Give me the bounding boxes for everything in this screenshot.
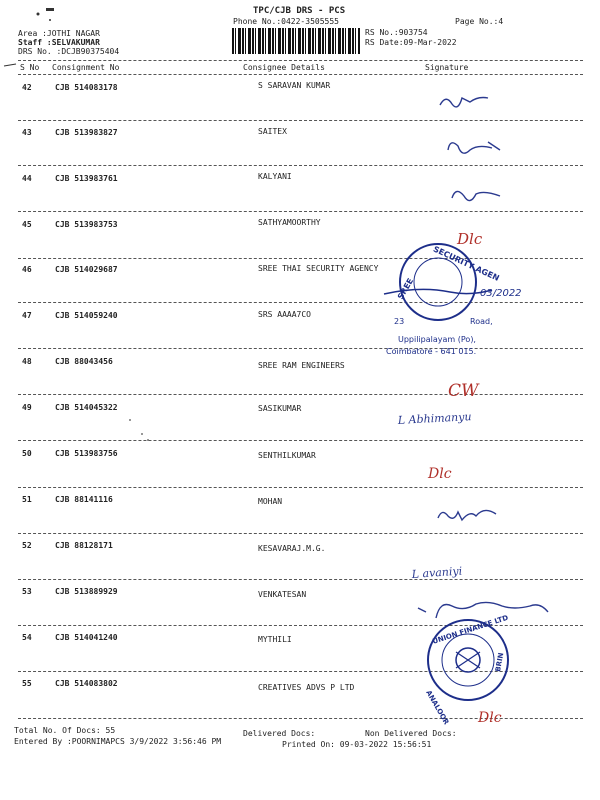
row-consignee: SASIKUMAR <box>258 404 302 413</box>
handwriting-lavanya: L avaniyi <box>411 564 463 581</box>
drs-number: DRS No. :DCJB90375404 <box>18 47 120 56</box>
row-consignment: CJB 513983753 <box>55 220 118 229</box>
row-consignment: CJB 514029687 <box>55 265 118 274</box>
page-number: Page No.:4 <box>455 17 504 26</box>
total-docs: Total No. Of Docs: 55 <box>14 726 116 735</box>
row-consignee: SATHYAMOORTHY <box>258 218 321 227</box>
row-consignment: CJB 514041240 <box>55 633 118 642</box>
stamp1-address-road: Road, <box>470 317 493 326</box>
scan-marks <box>4 8 54 66</box>
row-sno: 48 <box>22 357 32 366</box>
row-consignee: KESAVARAJ.M.G. <box>258 544 326 553</box>
row-consignment: CJB 513983756 <box>55 449 118 458</box>
stamp2-union-text: UNION FINANCE LTD <box>431 613 510 646</box>
signature-row-43 <box>448 142 500 153</box>
row-sno: 55 <box>22 679 32 688</box>
stamp1-address-po: Uppilipalayam (Po), <box>398 335 476 344</box>
row-consignment: CJB 88043456 <box>55 357 113 366</box>
row-consignee: VENKATESAN <box>258 590 307 599</box>
row-sno: 44 <box>22 174 32 183</box>
row-sno: 52 <box>22 541 32 550</box>
row-consignment: CJB 514083178 <box>55 83 118 92</box>
signature-row-53 <box>418 602 548 618</box>
rs-number: RS No.:903754 <box>365 28 428 37</box>
handwriting-abhimanyu: L Abhimanyu <box>397 410 472 427</box>
row-sno: 46 <box>22 265 32 274</box>
printed-on: Printed On: 09-03-2022 15:56:51 <box>282 740 432 749</box>
staff-label: Staff :SELVAKUMAR <box>18 38 100 47</box>
stray-marks <box>129 419 149 441</box>
stamp1-address-23: 23 <box>394 317 405 326</box>
delivered-docs: Delivered Docs: <box>243 729 316 738</box>
stamp1-sree-text: SREE <box>395 276 416 301</box>
column-header-signature: Signature <box>425 63 469 72</box>
signature-row-44 <box>452 191 500 200</box>
row-sno: 54 <box>22 633 32 642</box>
stamp1-address-city: Coimbatore - 641 015. <box>386 347 477 356</box>
rs-date: RS Date:09-Mar-2022 <box>365 38 457 47</box>
handwriting-dlc-3: Dlc <box>478 710 502 726</box>
row-sno: 49 <box>22 403 32 412</box>
row-consignment: CJB 514045322 <box>55 403 118 412</box>
row-consignee: SREE RAM ENGINEERS <box>258 361 345 370</box>
area-label: Area :JOTHI NAGAR <box>18 29 100 38</box>
row-sno: 50 <box>22 449 32 458</box>
row-consignee: S SARAVAN KUMAR <box>258 81 331 90</box>
column-header-consignee: Consignee Details <box>243 63 325 72</box>
row-sno: 53 <box>22 587 32 596</box>
row-consignment: CJB 88141116 <box>55 495 113 504</box>
stamp-security-agency <box>384 244 522 356</box>
row-consignment: CJB 88128171 <box>55 541 113 550</box>
stamp1-agency-text: SECURITY AGEN <box>431 244 501 283</box>
non-delivered-docs: Non Delivered Docs: <box>365 729 457 738</box>
signature-row-51 <box>438 510 496 520</box>
row-consignee: KALYANI <box>258 172 292 181</box>
handwriting-dlc-1: Dlc <box>457 230 483 248</box>
row-consignee: MOHAN <box>258 497 283 506</box>
handwriting-cw: CW <box>448 381 479 401</box>
row-sno: 51 <box>22 495 32 504</box>
row-consignment: CJB 513983827 <box>55 128 118 137</box>
row-consignment: CJB 514083802 <box>55 679 118 688</box>
entered-by: Entered By :POORNIMAPCS 3/9/2022 3:56:46 PM <box>14 737 222 746</box>
row-consignment: CJB 514059240 <box>55 311 118 320</box>
row-consignee: SRS AAAA7CO <box>258 310 311 319</box>
column-header-consignment: Consignment No <box>52 63 120 72</box>
row-consignee: MYTHILI <box>258 635 292 644</box>
stamp1-date: 03/2022 <box>480 288 522 299</box>
row-consignment: CJB 513889929 <box>55 587 118 596</box>
row-sno: 43 <box>22 128 32 137</box>
phone-number: Phone No.:0422-3505555 <box>233 17 339 26</box>
row-consignee: CREATIVES ADVS P LTD <box>258 683 355 692</box>
row-sno: 42 <box>22 83 32 92</box>
row-consignee: SAITEX <box>258 127 287 136</box>
row-sno: 45 <box>22 220 32 229</box>
signature-row-42 <box>440 98 488 107</box>
row-consignee: SREE THAI SECURITY AGENCY <box>258 264 379 273</box>
row-sno: 47 <box>22 311 32 320</box>
stamp2-brin-text: BRIN <box>494 652 506 673</box>
row-consignee: SENTHILKUMAR <box>258 451 316 460</box>
row-consignment: CJB 513983761 <box>55 174 118 183</box>
stamp2-analoor-text: ANALOOR <box>424 689 451 727</box>
document-title: TPC/CJB DRS - PCS <box>253 6 346 16</box>
handwriting-dlc-2: Dlc <box>428 466 452 482</box>
column-header-sno: S No <box>20 63 40 72</box>
